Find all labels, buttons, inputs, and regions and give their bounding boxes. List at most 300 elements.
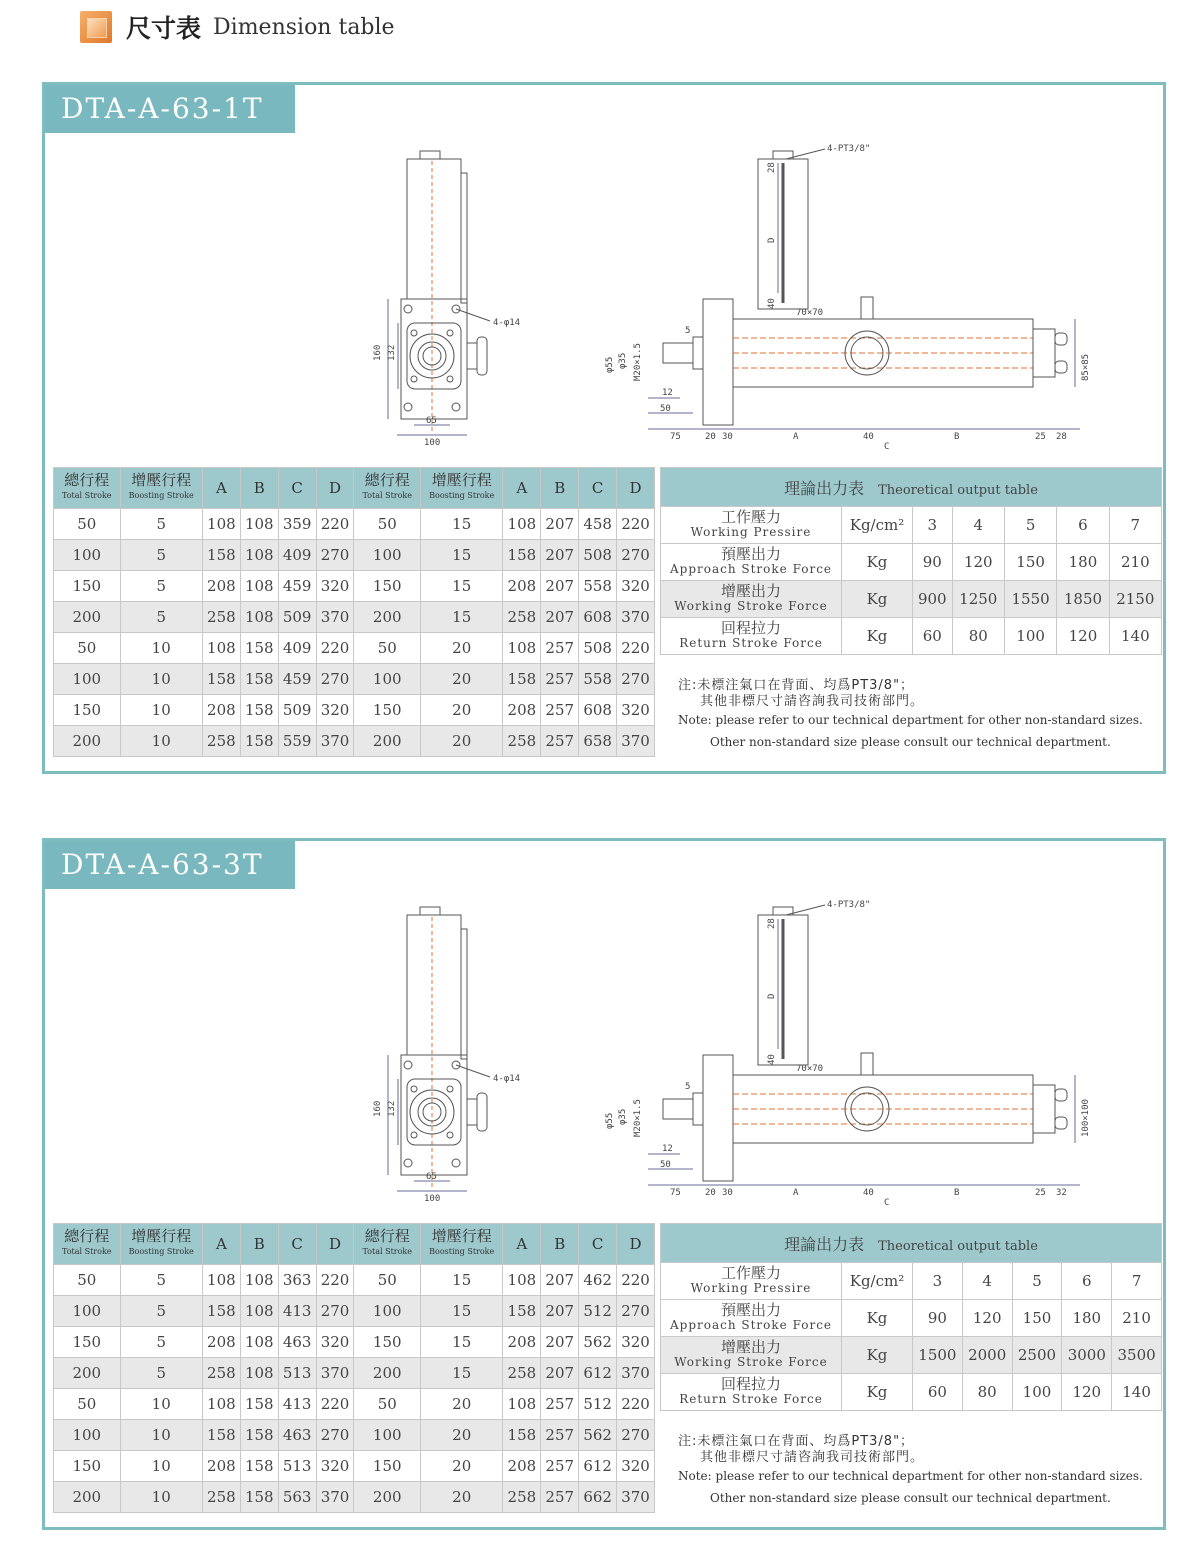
table-row: [54, 509, 655, 540]
cell-d: 220: [316, 509, 354, 540]
cell-c2: 558: [579, 664, 617, 695]
col-boost-stroke: 增壓行程 Boosting Stroke: [120, 468, 202, 509]
cell-b2: 207: [541, 1327, 579, 1358]
cell-d: 370: [316, 726, 354, 757]
cell-d: 320: [316, 571, 354, 602]
cell-bs: 5: [120, 509, 202, 540]
table-row: [54, 1420, 655, 1451]
cell-c: 413: [278, 1296, 316, 1327]
cell-bs: 10: [120, 1389, 202, 1420]
cell-b: 158: [240, 1451, 278, 1482]
cell-bs: 5: [120, 540, 202, 571]
cell-c2: 512: [579, 1389, 617, 1420]
dim-square: 85×85: [1081, 353, 1091, 381]
cell-c2: 658: [579, 726, 617, 757]
header-title-zh: 尺寸表: [126, 14, 202, 43]
cell-b2: 207: [541, 1296, 579, 1327]
table-row: [54, 726, 655, 757]
output-table: [660, 1223, 1162, 1411]
dim-132: 132: [387, 344, 397, 361]
cell-a: 208: [202, 695, 240, 726]
cell-ts2: 150: [354, 571, 421, 602]
model-name: DTA-A-63-3T: [45, 841, 295, 889]
cell-bs: 10: [120, 695, 202, 726]
cell-bs: 5: [120, 1358, 202, 1389]
cell-a: 258: [202, 726, 240, 757]
cell-d: 370: [316, 1358, 354, 1389]
col-a-2: A: [503, 1224, 541, 1265]
note-block: [678, 678, 1158, 750]
cell-b: 158: [240, 664, 278, 695]
cell-b2: 257: [541, 664, 579, 695]
dim-50: 50: [660, 1160, 671, 1170]
cell-c: 363: [278, 1265, 316, 1296]
cell-bs2: 20: [421, 664, 503, 695]
col-boost-stroke-2: 增壓行程 Boosting Stroke: [421, 468, 503, 509]
dim-40: 40: [767, 298, 777, 309]
cell-bs: 10: [120, 1420, 202, 1451]
cell-bs: 5: [120, 571, 202, 602]
col-c-2: C: [579, 468, 617, 509]
cell-c2: 512: [579, 1296, 617, 1327]
cell-ts2: 50: [354, 509, 421, 540]
row-working-pressure: 工作壓力 Working Pressire Kg/cm² 3 4 5 6 7: [661, 507, 1162, 544]
row-working-force: 增壓出力 Working Stroke Force Kg 900 1250 1550 1850 2150: [661, 581, 1162, 618]
cell-bs: 5: [120, 1265, 202, 1296]
output-table: [660, 467, 1162, 655]
cell-d: 270: [316, 1296, 354, 1327]
row-return-force: 回程拉力 Return Stroke Force Kg 60 80 100 120 140: [661, 1374, 1162, 1411]
cell-c: 413: [278, 1389, 316, 1420]
cell-a2: 108: [503, 509, 541, 540]
cell-a: 158: [202, 1296, 240, 1327]
cell-d: 320: [316, 1327, 354, 1358]
cell-a: 108: [202, 633, 240, 664]
cell-a: 158: [202, 540, 240, 571]
cell-a2: 158: [503, 664, 541, 695]
note-zh-2: 其他非標尺寸請咨詢我司技術部門。: [700, 1450, 925, 1465]
dim-65: 65: [426, 1172, 437, 1182]
cell-b: 108: [240, 1265, 278, 1296]
cell-a2: 158: [503, 540, 541, 571]
cell-b: 108: [240, 509, 278, 540]
note-zh-1: 注:未標注氣口在背面、均爲PT3/8"；: [678, 678, 915, 693]
cell-ts: 50: [54, 1389, 121, 1420]
cell-ts2: 150: [354, 695, 421, 726]
cell-c2: 612: [579, 1451, 617, 1482]
dim-75: 75: [670, 1188, 681, 1198]
note-zh-2: 其他非標尺寸請咨詢我司技術部門。: [700, 694, 925, 709]
dim-B: B: [954, 432, 960, 442]
col-d-2: D: [617, 1224, 655, 1265]
cell-bs2: 20: [421, 695, 503, 726]
cell-a2: 108: [503, 1389, 541, 1420]
cell-bs: 10: [120, 633, 202, 664]
cell-bs2: 15: [421, 1327, 503, 1358]
cell-ts2: 50: [354, 1389, 421, 1420]
dim-A: A: [793, 432, 799, 442]
cell-a: 208: [202, 571, 240, 602]
table-row: [54, 1327, 655, 1358]
col-c: C: [278, 468, 316, 509]
dim-20: 20: [705, 1188, 716, 1198]
cell-a: 258: [202, 1482, 240, 1513]
note-en-1: Note: please refer to our technical department for other non-standard sizes.: [678, 713, 1143, 727]
cell-bs: 10: [120, 664, 202, 695]
cell-d: 220: [316, 633, 354, 664]
cell-d2: 270: [617, 1420, 655, 1451]
col-d: D: [316, 468, 354, 509]
dim-square: 100×100: [1081, 1099, 1091, 1137]
dim-m20: M20×1.5: [633, 1099, 643, 1137]
cell-b: 158: [240, 726, 278, 757]
dim-160: 160: [373, 344, 383, 361]
dim-25: 25: [1035, 1188, 1046, 1198]
cell-ts: 100: [54, 1420, 121, 1451]
cell-ts: 100: [54, 664, 121, 695]
table-row: [54, 540, 655, 571]
product-section-1: [42, 82, 1166, 774]
cell-ts: 150: [54, 1451, 121, 1482]
cell-b2: 207: [541, 509, 579, 540]
cell-bs2: 20: [421, 726, 503, 757]
table-row: [54, 1482, 655, 1513]
cell-ts: 150: [54, 571, 121, 602]
cell-bs2: 15: [421, 602, 503, 633]
cell-d2: 370: [617, 1358, 655, 1389]
cell-c: 513: [278, 1358, 316, 1389]
dim-28: 28: [767, 918, 777, 929]
cell-d2: 220: [617, 1389, 655, 1420]
cell-ts: 50: [54, 633, 121, 664]
col-b: B: [240, 468, 278, 509]
cell-d2: 220: [617, 633, 655, 664]
cell-c: 359: [278, 509, 316, 540]
cell-ts2: 50: [354, 1265, 421, 1296]
output-title: 理論出力表 Theoretical output table: [661, 468, 1162, 507]
cell-b: 108: [240, 1327, 278, 1358]
cell-c: 563: [278, 1482, 316, 1513]
cell-b2: 207: [541, 540, 579, 571]
cell-bs2: 20: [421, 1451, 503, 1482]
cell-c: 513: [278, 1451, 316, 1482]
table-row: [54, 633, 655, 664]
cell-b: 158: [240, 1420, 278, 1451]
table-row: [54, 571, 655, 602]
cell-d2: 270: [617, 540, 655, 571]
cell-ts2: 200: [354, 726, 421, 757]
product-section-2: [42, 838, 1166, 1530]
col-total-stroke: 總行程 Total Stroke: [54, 468, 121, 509]
dim-12: 12: [662, 388, 673, 398]
dim-hole: 4-φ14: [493, 1074, 521, 1084]
cell-bs2: 15: [421, 1358, 503, 1389]
cell-ts: 150: [54, 1327, 121, 1358]
cell-b: 108: [240, 1358, 278, 1389]
cell-ts: 200: [54, 1358, 121, 1389]
row-approach-force: 預壓出力 Approach Stroke Force Kg 90 120 150 180 210: [661, 1300, 1162, 1337]
cell-a2: 108: [503, 633, 541, 664]
cell-c: 459: [278, 571, 316, 602]
cell-b: 108: [240, 602, 278, 633]
dim-5: 5: [685, 326, 691, 336]
cell-bs2: 15: [421, 571, 503, 602]
dim-30: 30: [722, 432, 733, 442]
dim-65: 65: [426, 416, 437, 426]
cell-ts: 200: [54, 1482, 121, 1513]
cell-ts: 200: [54, 726, 121, 757]
note-en-2: Other non-standard size please consult our technical department.: [710, 735, 1111, 749]
cell-ts2: 200: [354, 1482, 421, 1513]
cell-bs: 5: [120, 1327, 202, 1358]
cell-a: 108: [202, 1389, 240, 1420]
cell-bs: 5: [120, 602, 202, 633]
cell-c2: 662: [579, 1482, 617, 1513]
cell-c2: 562: [579, 1327, 617, 1358]
cell-ts2: 200: [354, 602, 421, 633]
cell-bs2: 20: [421, 1420, 503, 1451]
dim-40-b: 40: [863, 432, 874, 442]
cell-a: 208: [202, 1327, 240, 1358]
cell-a2: 208: [503, 695, 541, 726]
dim-25: 25: [1035, 432, 1046, 442]
cell-d2: 220: [617, 509, 655, 540]
dim-hole: 4-φ14: [493, 318, 521, 328]
dim-40-b: 40: [863, 1188, 874, 1198]
dim-30: 30: [722, 1188, 733, 1198]
col-d: D: [316, 1224, 354, 1265]
dim-100: 100: [424, 1194, 441, 1204]
cell-d2: 220: [617, 1265, 655, 1296]
cell-ts: 100: [54, 1296, 121, 1327]
cell-a2: 208: [503, 571, 541, 602]
cell-ts2: 200: [354, 1358, 421, 1389]
cell-ts2: 100: [354, 1296, 421, 1327]
cell-c: 509: [278, 602, 316, 633]
cell-b2: 257: [541, 726, 579, 757]
col-total-stroke-2: 總行程 Total Stroke: [354, 468, 421, 509]
cell-c2: 608: [579, 602, 617, 633]
cell-c2: 508: [579, 633, 617, 664]
cell-c2: 508: [579, 540, 617, 571]
cell-ts: 50: [54, 1265, 121, 1296]
col-a: A: [202, 1224, 240, 1265]
col-b: B: [240, 1224, 278, 1265]
col-d-2: D: [617, 468, 655, 509]
cell-d: 320: [316, 1451, 354, 1482]
col-boost-stroke: 增壓行程 Boosting Stroke: [120, 1224, 202, 1265]
cell-bs2: 15: [421, 509, 503, 540]
cell-d: 320: [316, 695, 354, 726]
cell-ts: 200: [54, 602, 121, 633]
cell-d2: 270: [617, 664, 655, 695]
cell-bs: 10: [120, 1451, 202, 1482]
note-block: [678, 1434, 1158, 1506]
table-row: [54, 695, 655, 726]
cell-bs2: 20: [421, 1389, 503, 1420]
cell-c: 409: [278, 540, 316, 571]
cell-b2: 257: [541, 633, 579, 664]
cell-c: 463: [278, 1327, 316, 1358]
cell-a2: 208: [503, 1327, 541, 1358]
dim-70x70: 70×70: [796, 1064, 824, 1074]
technical-drawing: [350, 143, 1130, 483]
cell-c: 463: [278, 1420, 316, 1451]
row-approach-force: 預壓出力 Approach Stroke Force Kg 90 120 150 180 210: [661, 544, 1162, 581]
cell-d2: 370: [617, 1482, 655, 1513]
cell-c: 409: [278, 633, 316, 664]
cell-b: 158: [240, 1482, 278, 1513]
table-row: [54, 1265, 655, 1296]
col-a-2: A: [503, 468, 541, 509]
cell-b2: 257: [541, 1389, 579, 1420]
cell-a2: 158: [503, 1420, 541, 1451]
note-en-2: Other non-standard size please consult our technical department.: [710, 1491, 1111, 1505]
cell-b2: 257: [541, 1420, 579, 1451]
dim-5: 5: [685, 1082, 691, 1092]
cell-ts2: 50: [354, 633, 421, 664]
cell-d: 270: [316, 1420, 354, 1451]
cell-b2: 257: [541, 1482, 579, 1513]
cell-ts2: 100: [354, 540, 421, 571]
cell-b: 158: [240, 1389, 278, 1420]
cell-d2: 370: [617, 726, 655, 757]
note-en-1: Note: please refer to our technical department for other non-standard sizes.: [678, 1469, 1143, 1483]
cell-ts2: 100: [354, 664, 421, 695]
dim-C: C: [884, 1198, 890, 1208]
header-square-icon: [80, 11, 112, 43]
cell-bs2: 15: [421, 1296, 503, 1327]
cell-b2: 257: [541, 695, 579, 726]
cell-d2: 370: [617, 602, 655, 633]
table-row: [54, 1358, 655, 1389]
cell-b2: 257: [541, 1451, 579, 1482]
cell-b2: 207: [541, 1358, 579, 1389]
cell-a: 258: [202, 602, 240, 633]
cell-bs2: 20: [421, 633, 503, 664]
cell-d: 370: [316, 602, 354, 633]
cell-bs2: 20: [421, 1482, 503, 1513]
cell-a: 158: [202, 664, 240, 695]
cell-a: 108: [202, 509, 240, 540]
cell-c2: 562: [579, 1420, 617, 1451]
cell-d: 270: [316, 540, 354, 571]
row-working-force: 增壓出力 Working Stroke Force Kg 1500 2000 2500 3000 3500: [661, 1337, 1162, 1374]
dim-35: φ35: [618, 1108, 628, 1125]
dimension-table: [53, 467, 655, 757]
cell-bs: 10: [120, 726, 202, 757]
col-b-2: B: [541, 468, 579, 509]
output-title: 理論出力表 Theoretical output table: [661, 1224, 1162, 1263]
cell-d: 370: [316, 1482, 354, 1513]
cell-c2: 558: [579, 571, 617, 602]
cell-b2: 207: [541, 602, 579, 633]
model-name: DTA-A-63-1T: [45, 85, 295, 133]
cell-b: 158: [240, 695, 278, 726]
cell-a: 108: [202, 1265, 240, 1296]
dim-132: 132: [387, 1100, 397, 1117]
cell-c2: 462: [579, 1265, 617, 1296]
cell-ts: 50: [54, 509, 121, 540]
cell-c: 559: [278, 726, 316, 757]
table-row: [54, 602, 655, 633]
cell-b2: 207: [541, 571, 579, 602]
dim-end: 32: [1056, 1188, 1067, 1198]
col-total-stroke-2: 總行程 Total Stroke: [354, 1224, 421, 1265]
cell-bs: 10: [120, 1482, 202, 1513]
cell-ts2: 100: [354, 1420, 421, 1451]
dim-40: 40: [767, 1054, 777, 1065]
cell-ts2: 150: [354, 1327, 421, 1358]
dim-55: φ55: [605, 356, 615, 373]
table-row: [54, 1451, 655, 1482]
dim-D: D: [767, 993, 777, 999]
cell-d: 220: [316, 1265, 354, 1296]
dim-75: 75: [670, 432, 681, 442]
cell-a2: 158: [503, 1296, 541, 1327]
dim-port: 4-PT3/8": [827, 144, 871, 154]
cell-a: 208: [202, 1451, 240, 1482]
dim-55: φ55: [605, 1112, 615, 1129]
cell-c2: 458: [579, 509, 617, 540]
dim-D: D: [767, 237, 777, 243]
dim-160: 160: [373, 1100, 383, 1117]
cell-d: 270: [316, 664, 354, 695]
cell-a2: 258: [503, 1482, 541, 1513]
dim-100: 100: [424, 438, 441, 448]
cell-b: 108: [240, 1296, 278, 1327]
dim-C: C: [884, 442, 890, 452]
cell-b: 158: [240, 633, 278, 664]
cell-c: 509: [278, 695, 316, 726]
cell-c2: 612: [579, 1358, 617, 1389]
note-zh-1: 注:未標注氣口在背面、均爲PT3/8"；: [678, 1434, 915, 1449]
dim-12: 12: [662, 1144, 673, 1154]
cell-bs2: 15: [421, 540, 503, 571]
cell-bs2: 15: [421, 1265, 503, 1296]
row-return-force: 回程拉力 Return Stroke Force Kg 60 80 100 120 140: [661, 618, 1162, 655]
cell-b2: 207: [541, 1265, 579, 1296]
cell-c2: 608: [579, 695, 617, 726]
cell-d2: 320: [617, 571, 655, 602]
dimension-table: [53, 1223, 655, 1513]
cell-d2: 320: [617, 1451, 655, 1482]
dim-20: 20: [705, 432, 716, 442]
cell-c: 459: [278, 664, 316, 695]
cell-a2: 258: [503, 602, 541, 633]
page-header: [80, 10, 395, 44]
technical-drawing: [350, 899, 1130, 1239]
cell-a: 258: [202, 1358, 240, 1389]
cell-a2: 108: [503, 1265, 541, 1296]
dim-70x70: 70×70: [796, 308, 824, 318]
cell-d2: 320: [617, 1327, 655, 1358]
cell-b: 108: [240, 540, 278, 571]
cell-ts2: 150: [354, 1451, 421, 1482]
cell-b: 108: [240, 571, 278, 602]
cell-d2: 320: [617, 695, 655, 726]
dim-m20: M20×1.5: [633, 343, 643, 381]
dim-A: A: [793, 1188, 799, 1198]
dim-28: 28: [767, 162, 777, 173]
cell-d: 220: [316, 1389, 354, 1420]
col-total-stroke: 總行程 Total Stroke: [54, 1224, 121, 1265]
col-boost-stroke-2: 增壓行程 Boosting Stroke: [421, 1224, 503, 1265]
table-row: [54, 664, 655, 695]
cell-ts: 150: [54, 695, 121, 726]
dim-B: B: [954, 1188, 960, 1198]
header-title-en: Dimension table: [213, 14, 395, 40]
